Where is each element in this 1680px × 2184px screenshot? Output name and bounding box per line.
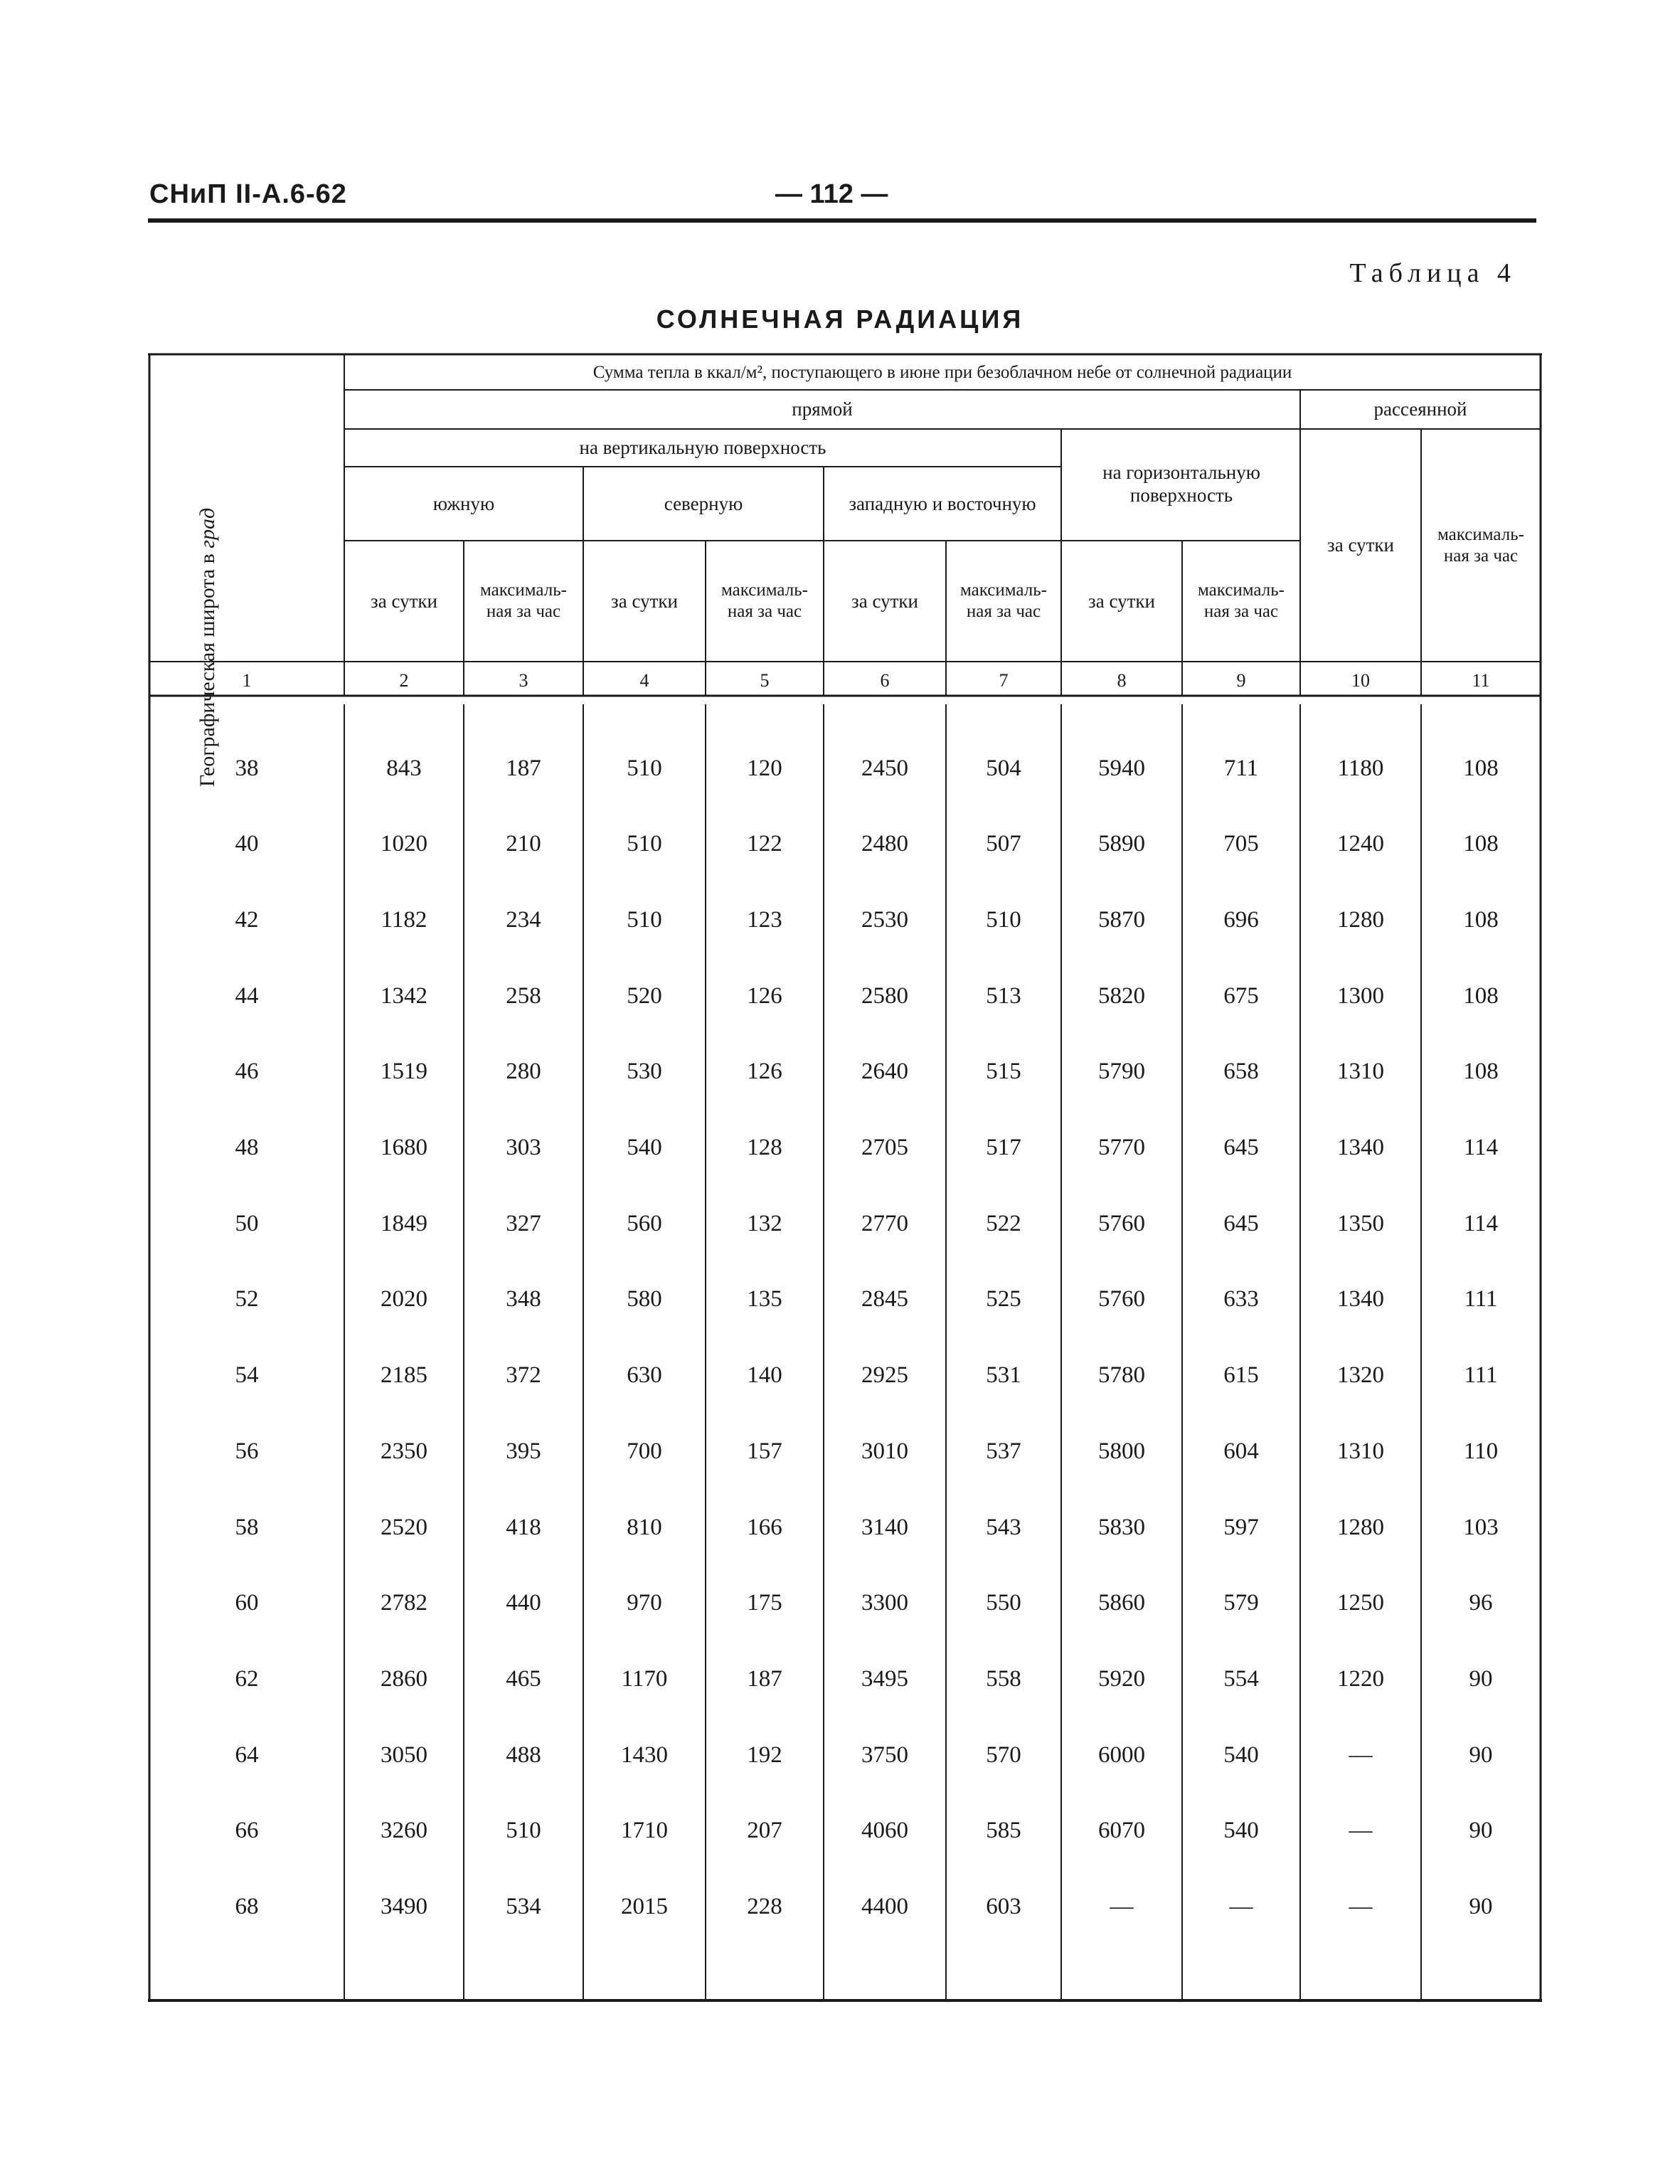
table-cell: 372 — [506, 1362, 541, 1389]
group-vertical-header: на вертикальную поверхность — [579, 437, 826, 459]
table-cell: 108 — [1463, 1059, 1499, 1085]
table-cell: 103 — [1463, 1514, 1499, 1540]
latitude-cell: 60 — [235, 1590, 259, 1616]
table-cell: 110 — [1463, 1438, 1499, 1464]
column-number: 10 — [1351, 670, 1370, 691]
table-cell: 1350 — [1337, 1210, 1384, 1236]
table-cell: 140 — [747, 1362, 782, 1389]
table-cell: 1250 — [1337, 1590, 1384, 1616]
table-cell: 210 — [506, 831, 541, 857]
table-cell: 970 — [627, 1590, 662, 1616]
table-cell: 1849 — [381, 1210, 427, 1236]
table-cell: 645 — [1223, 1210, 1259, 1236]
table-cell: 1340 — [1337, 1135, 1384, 1160]
table-cell: 604 — [1223, 1438, 1259, 1464]
table-cell: 5800 — [1098, 1438, 1145, 1464]
table-cell: 6000 — [1098, 1742, 1145, 1768]
row-header-text: Географическая широта в — [196, 553, 219, 788]
table-cell: 327 — [506, 1210, 541, 1236]
table-cell: 1342 — [381, 982, 427, 1009]
column-number: 2 — [399, 670, 409, 691]
table-cell: 2640 — [861, 1059, 908, 1085]
table-cell: 711 — [1223, 755, 1259, 781]
table-cell: 1310 — [1337, 1059, 1384, 1085]
table-cell: 192 — [747, 1742, 782, 1768]
latitude-cell: 64 — [235, 1742, 259, 1768]
table-cell: 108 — [1463, 982, 1499, 1009]
table-cell: 90 — [1469, 1742, 1493, 1768]
table-cell: 395 — [506, 1438, 541, 1464]
table-cell: 843 — [386, 755, 422, 781]
table-cell: 3140 — [861, 1514, 908, 1540]
col-max-hour-diffuse: максималь- ная за час — [1437, 524, 1524, 566]
table-cell: 810 — [627, 1514, 662, 1540]
table-cell: 5940 — [1098, 755, 1145, 781]
table-cell: 3050 — [381, 1742, 427, 1768]
table-cell: 2705 — [861, 1135, 908, 1160]
table-cell: 517 — [986, 1135, 1021, 1160]
table-cell: 507 — [986, 831, 1021, 857]
table-cell: 126 — [747, 1059, 782, 1085]
col-per-day-horizontal: за сутки — [1088, 590, 1155, 612]
column-number: 6 — [880, 670, 890, 691]
table-cell: 2770 — [861, 1210, 908, 1236]
col-per-day-diffuse: за сутки — [1327, 534, 1394, 556]
latitude-cell: 50 — [235, 1210, 259, 1236]
table-cell: 510 — [506, 1818, 541, 1844]
table-cell: 537 — [986, 1438, 1021, 1464]
table-cell: 5870 — [1098, 906, 1145, 933]
latitude-cell: 68 — [235, 1894, 259, 1919]
latitude-cell: 40 — [235, 831, 259, 857]
table-cell: 1340 — [1337, 1286, 1384, 1313]
table-cell: 4400 — [861, 1894, 908, 1919]
table-cell: 5890 — [1098, 831, 1145, 857]
table-cell: 123 — [747, 906, 782, 933]
table-cell: — — [1349, 1894, 1373, 1919]
table-cell: 488 — [506, 1742, 541, 1768]
table-cell: 96 — [1469, 1590, 1493, 1616]
latitude-cell: 38 — [235, 755, 259, 781]
table-cell: 2520 — [381, 1514, 427, 1540]
table-cell: 2845 — [861, 1286, 908, 1313]
table-cell: 234 — [506, 906, 541, 933]
table-cell: 465 — [506, 1665, 541, 1692]
col-max-hour-south: максималь- ная за час — [480, 581, 567, 621]
table-cell: 2580 — [861, 982, 908, 1009]
table-cell: 603 — [986, 1894, 1021, 1919]
table-cell: 5790 — [1098, 1059, 1145, 1085]
table-cell: 515 — [986, 1059, 1021, 1085]
table-cell: 157 — [747, 1438, 782, 1464]
table-cell: 1170 — [621, 1665, 668, 1692]
table-cell: 6070 — [1098, 1818, 1145, 1844]
table-label: Таблица 4 — [1349, 258, 1516, 288]
col-per-day-south: за сутки — [371, 590, 437, 612]
table-cell: 550 — [986, 1590, 1021, 1616]
table-cell: 90 — [1469, 1665, 1493, 1692]
table-cell: 187 — [747, 1665, 782, 1692]
column-number: 11 — [1472, 670, 1490, 691]
table-cell: 1300 — [1337, 982, 1384, 1009]
group-direct-header: прямой — [792, 398, 853, 420]
table-cell: 580 — [627, 1286, 662, 1313]
table-cell: 615 — [1223, 1362, 1259, 1389]
table-cell: 1180 — [1337, 755, 1384, 781]
row-header-latitude — [196, 508, 220, 787]
doc-code: СНиП II-А.6-62 — [149, 179, 347, 209]
table-cell: 418 — [506, 1514, 541, 1540]
table-cell: 560 — [627, 1210, 662, 1236]
column-number: 7 — [999, 670, 1009, 691]
table-cell: 114 — [1463, 1210, 1499, 1236]
table-cell: 513 — [986, 982, 1021, 1009]
table-cell: 585 — [986, 1818, 1021, 1844]
table-cell: 531 — [986, 1362, 1021, 1389]
column-number: 8 — [1117, 670, 1127, 691]
table-cell: 348 — [506, 1286, 541, 1313]
table-cell: 633 — [1223, 1286, 1259, 1313]
group-diffuse-header: рассеянной — [1373, 398, 1467, 420]
table-cell: 1680 — [381, 1135, 427, 1160]
table-cell: 303 — [506, 1135, 541, 1160]
table-cell: 122 — [747, 831, 782, 857]
table-cell: 126 — [747, 982, 782, 1009]
table-cell: 132 — [747, 1210, 782, 1236]
table-cell: 675 — [1223, 982, 1259, 1009]
table-cell: 2860 — [381, 1665, 427, 1692]
table-cell: 207 — [747, 1818, 782, 1844]
table-cell: 3495 — [861, 1665, 908, 1692]
table-cell: 166 — [747, 1514, 782, 1540]
table-cell: 630 — [627, 1362, 662, 1389]
table-cell: 1310 — [1337, 1438, 1384, 1464]
table-cell: 700 — [627, 1438, 662, 1464]
table-cell: 540 — [627, 1135, 662, 1160]
table-cell: 2015 — [621, 1894, 668, 1919]
table-cell: 1240 — [1337, 831, 1384, 857]
col-per-day-west-east: за сутки — [851, 590, 918, 612]
table-cell: 5770 — [1098, 1135, 1145, 1160]
table-cell: 5860 — [1098, 1590, 1145, 1616]
table-cell: 645 — [1223, 1135, 1259, 1160]
table-cell: 111 — [1464, 1286, 1498, 1313]
table-cell: 2530 — [861, 906, 908, 933]
table-cell: 120 — [747, 755, 782, 781]
table-cell: — — [1349, 1818, 1373, 1844]
table-cell: 2185 — [381, 1362, 427, 1389]
table-cell: 1182 — [381, 906, 427, 933]
table-cell: 135 — [747, 1286, 782, 1313]
table-cell: 128 — [747, 1135, 782, 1160]
table-cell: 90 — [1469, 1894, 1493, 1919]
table-cell: 440 — [506, 1590, 541, 1616]
table-cell: 696 — [1223, 906, 1259, 933]
table-cell: 2450 — [861, 755, 908, 781]
table-cell: 510 — [627, 755, 662, 781]
table-cell: 543 — [986, 1514, 1021, 1540]
table-cell: — — [1229, 1894, 1253, 1919]
latitude-cell: 54 — [235, 1362, 259, 1389]
table-cell: 522 — [986, 1210, 1021, 1236]
table-cell: 228 — [747, 1894, 782, 1919]
table-cell: 108 — [1463, 755, 1499, 781]
table-cell: 658 — [1223, 1059, 1259, 1085]
table-cell: 4060 — [861, 1818, 908, 1844]
group-top-header: Сумма тепла в ккал/м², поступающего в июне при безоблачном небе от солнечной радиации — [592, 363, 1292, 382]
table-cell: 579 — [1223, 1590, 1259, 1616]
table-cell: 530 — [627, 1059, 662, 1085]
column-number: 5 — [760, 670, 770, 691]
table-cell: 108 — [1463, 906, 1499, 933]
table-cell: 1430 — [621, 1742, 668, 1768]
table-title: СОЛНЕЧНАЯ РАДИАЦИЯ — [656, 304, 1024, 334]
table-cell: 558 — [986, 1665, 1021, 1692]
table-cell: 525 — [986, 1286, 1021, 1313]
col-max-hour-west-east: максималь- ная за час — [960, 581, 1047, 621]
table-cell: 2480 — [861, 831, 908, 857]
table-cell: 520 — [627, 982, 662, 1009]
table-cell: 1320 — [1337, 1362, 1384, 1389]
table-cell: 597 — [1223, 1514, 1259, 1540]
latitude-cell: 58 — [235, 1514, 259, 1540]
table-cell: 1280 — [1337, 906, 1384, 933]
table-cell: 1710 — [621, 1818, 668, 1844]
table-cell: 5780 — [1098, 1362, 1145, 1389]
latitude-cell: 42 — [235, 906, 259, 933]
table-cell: 2782 — [381, 1590, 427, 1616]
table-cell: 3490 — [381, 1894, 427, 1919]
col-max-hour-horizontal: максималь- ная за час — [1198, 581, 1285, 621]
table-cell: 534 — [506, 1894, 541, 1919]
table-cell: 2020 — [381, 1286, 427, 1313]
table-cell: 90 — [1469, 1818, 1493, 1844]
table-cell: 1220 — [1337, 1665, 1384, 1692]
sub-west-east-header: западную и восточную — [849, 492, 1036, 514]
table-cell: 280 — [506, 1059, 541, 1085]
col-max-hour-north: максималь- ная за час — [721, 581, 808, 621]
table-cell: 5920 — [1098, 1665, 1145, 1692]
table-cell: 108 — [1463, 831, 1499, 857]
table-cell: 3260 — [381, 1818, 427, 1844]
table-cell: 5830 — [1098, 1514, 1145, 1540]
column-number: 1 — [242, 670, 252, 691]
table-cell: 554 — [1223, 1665, 1259, 1692]
table-cell: 114 — [1463, 1135, 1499, 1160]
table-cell: 1280 — [1337, 1514, 1384, 1540]
latitude-cell: 52 — [235, 1286, 259, 1313]
group-horizontal-header: на горизонтальную поверхность — [1102, 461, 1260, 506]
table-cell: 111 — [1464, 1362, 1498, 1389]
latitude-cell: 46 — [235, 1059, 259, 1085]
table-cell: 510 — [986, 906, 1021, 933]
table-cell: 5820 — [1098, 982, 1145, 1009]
table-cell: 1519 — [381, 1059, 427, 1085]
column-number: 9 — [1236, 670, 1246, 691]
table-cell: 504 — [986, 755, 1021, 781]
table-cell: 2350 — [381, 1438, 427, 1464]
table-cell: 510 — [627, 831, 662, 857]
latitude-cell: 66 — [235, 1818, 259, 1844]
table-cell: 1020 — [381, 831, 427, 857]
table-cell: 2925 — [861, 1362, 908, 1389]
table-cell: — — [1349, 1742, 1373, 1768]
row-header-unit: град — [196, 507, 219, 548]
table-cell: 175 — [747, 1590, 782, 1616]
table-cell: 540 — [1223, 1742, 1259, 1768]
latitude-cell: 62 — [235, 1665, 259, 1692]
column-number: 3 — [519, 670, 528, 691]
col-per-day-north: за сутки — [611, 590, 678, 612]
table-cell: — — [1110, 1894, 1134, 1919]
table-cell: 540 — [1223, 1818, 1259, 1844]
table-cell: 3750 — [861, 1742, 908, 1768]
table-cell: 570 — [986, 1742, 1021, 1768]
table-cell: 5760 — [1098, 1286, 1145, 1313]
table-cell: 510 — [627, 906, 662, 933]
table-cell: 258 — [506, 982, 541, 1009]
table-cell: 3010 — [861, 1438, 908, 1464]
table-cell: 187 — [506, 755, 541, 781]
latitude-cell: 56 — [235, 1438, 259, 1464]
latitude-cell: 44 — [235, 982, 259, 1009]
latitude-cell: 48 — [235, 1135, 259, 1160]
column-number: 4 — [639, 670, 649, 691]
sub-south-header: южную — [432, 492, 495, 514]
page-number: — 112 — — [775, 179, 888, 209]
table-cell: 705 — [1223, 831, 1259, 857]
table-cell: 5760 — [1098, 1210, 1145, 1236]
sub-north-header: северную — [664, 492, 743, 514]
table-cell: 3300 — [861, 1590, 908, 1616]
